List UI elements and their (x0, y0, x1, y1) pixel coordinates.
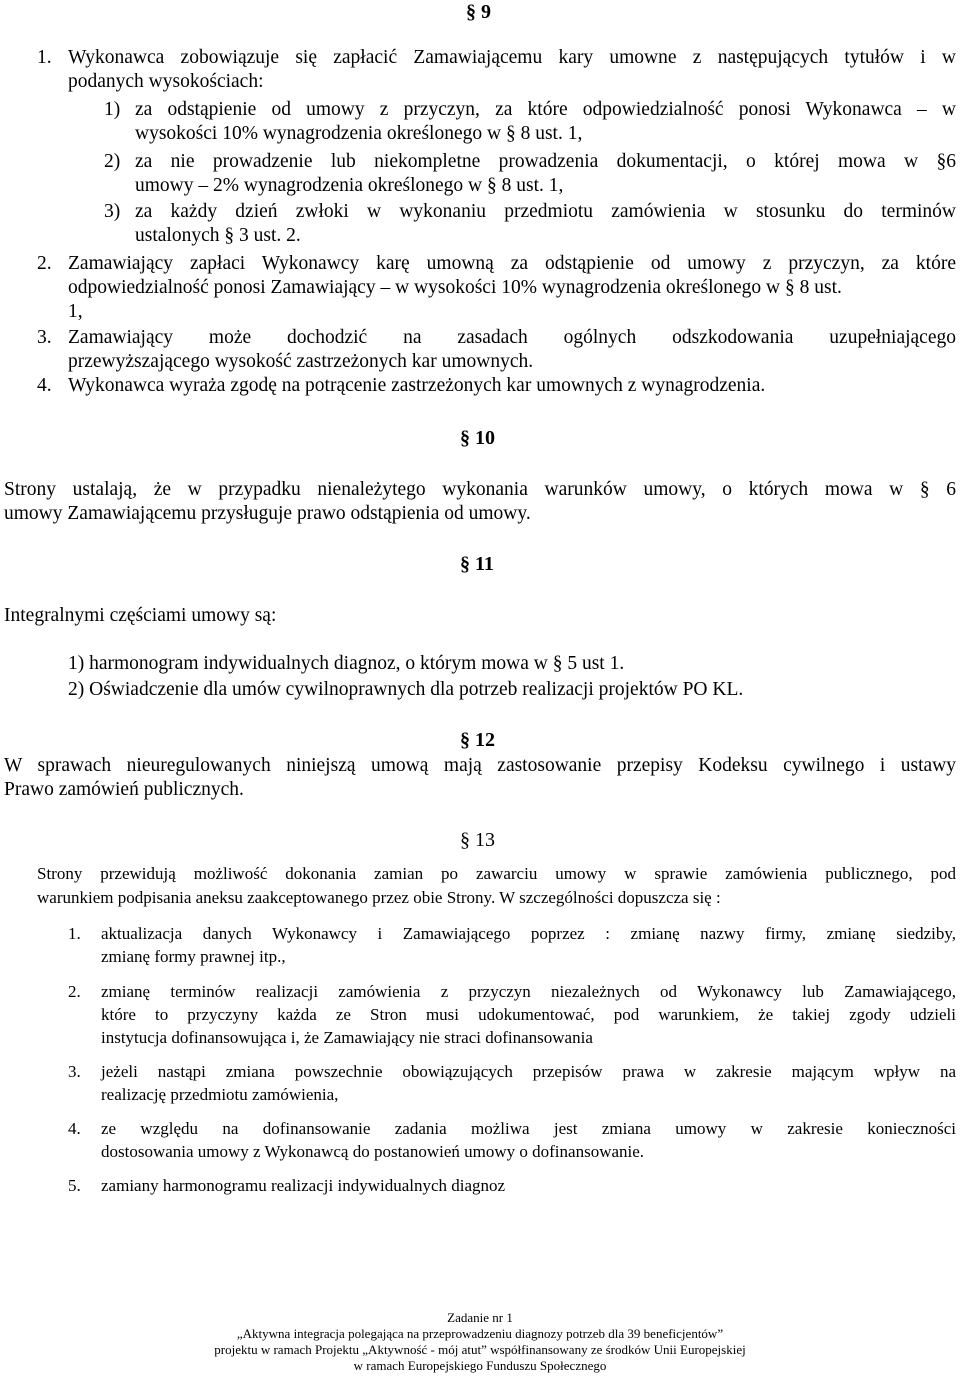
s11-item1: 1) harmonogram indywidualnych diagnoz, o którym mowa w § 5 ust 1. (68, 653, 625, 674)
s13-item3-line1: jeżeli nastąpi zmiana powszechnie obowiązujących przepisów prawa w zakresie mającym wpływ na (101, 1062, 956, 1081)
s13-item2-line1: zmianę terminów realizacji zamówienia z przyczyn niezależnych od Wykonawcy lub Zamawiającego, (101, 982, 956, 1001)
s9-p2-line3: 1, (68, 301, 83, 322)
s9-p3-number: 3. (37, 327, 52, 348)
s10-line1: Strony ustalają, że w przypadku nienależytego wykonania warunków umowy, o których mowa w § 6 (4, 479, 956, 500)
footer-task-number: Zadanie nr 1 (447, 1310, 513, 1325)
s13-item3-number: 3. (68, 1062, 81, 1081)
s11-item2: 2) Oświadczenie dla umów cywilnoprawnych dla potrzeb realizacji projektów PO KL. (68, 679, 744, 700)
section-12-heading: § 12 (460, 729, 495, 751)
section-13-heading: § 13 (460, 829, 495, 851)
s13-item1-line2: zmianę formy prawnej itp., (101, 947, 286, 966)
section-11-heading: § 11 (460, 553, 494, 575)
s13-line2: warunkiem podpisania aneksu zaakceptowanego przez obie Strony. W szczególności dopuszcza się : (37, 888, 721, 907)
s9-p2-line1: Zamawiający zapłaci Wykonawcy karę umowną za odstąpienie od umowy z przyczyn, za które (68, 253, 956, 274)
s9-item2-number: 2) (104, 151, 121, 172)
section-9-heading: § 9 (466, 1, 491, 23)
s13-item2-line3: instytucja dofinansowująca i, że Zamawiający nie straci dofinansowania (101, 1028, 593, 1047)
s13-item1-line1: aktualizacja danych Wykonawcy i Zamawiającego poprzez : zmianę nazwy firmy, zmianę siedziby, (101, 924, 956, 943)
s13-item2-number: 2. (68, 982, 81, 1001)
s13-item5-line1: zamiany harmonogramu realizacji indywidualnych diagnoz (101, 1176, 506, 1195)
s13-item4-line1: ze względu na dofinansowanie zadania możliwa jest zmiana umowy w zakresie konieczności (101, 1119, 956, 1138)
s9-p2-number: 2. (37, 253, 52, 274)
s9-p1-number: 1. (37, 47, 52, 68)
s12-line2: Prawo zamówień publicznych. (4, 779, 244, 800)
s13-item4-line2: dostosowania umowy z Wykonawcą do postanowień umowy o dofinansowanie. (101, 1142, 645, 1161)
s9-p3-line1: Zamawiający może dochodzić na zasadach ogólnych odszkodowania uzupełniającego (68, 327, 956, 348)
s12-line1: W sprawach nieuregulowanych niniejszą umową mają zastosowanie przepisy Kodeksu cywilnego i ustawy (4, 755, 956, 776)
s13-line1: Strony przewidują możliwość dokonania zamian po zawarciu umowy w sprawie zamówienia publicznego, pod (37, 864, 956, 883)
s9-item2-line1: za nie prowadzenie lub niekompletne prowadzenia dokumentacji, o której mowa w §6 (135, 151, 956, 172)
s10-line2: umowy Zamawiającemu przysługuje prawo odstąpienia od umowy. (4, 503, 531, 524)
s9-item1-line1: za odstąpienie od umowy z przyczyn, za które odpowiedzialność ponosi Wykonawca – w (135, 99, 956, 120)
s9-p4-line1: Wykonawca wyraża zgodę na potrącenie zastrzeżonych kar umownych z wynagrodzenia. (68, 375, 766, 396)
footer-fund-line: w ramach Europejskiego Funduszu Społecznego (353, 1358, 607, 1373)
s9-p3-line2: przewyższającego wysokość zastrzeżonych kar umownych. (68, 351, 534, 372)
footer-project-line: projektu w ramach Projektu „Aktywność - mój atut” współfinansowany ze środków Unii Europejskiej (214, 1342, 746, 1357)
s13-item1-number: 1. (68, 924, 81, 943)
s13-item5-number: 5. (68, 1176, 81, 1195)
s13-item3-line2: realizację przedmiotu zamówienia, (101, 1085, 339, 1104)
s13-item2-line2: które to przyczyny każda ze Stron musi udokumentować, pod warunkiem, że takiej zgody udzieli (101, 1005, 956, 1024)
s11-intro: Integralnymi częściami umowy są: (4, 605, 277, 626)
s9-item1-line2: wysokości 10% wynagrodzenia określonego w § 8 ust. 1, (135, 123, 583, 144)
s9-item2-line2: umowy – 2% wynagrodzenia określonego w § 8 ust. 1, (135, 175, 564, 196)
s9-p1-line2: podanych wysokościach: (68, 71, 264, 92)
s9-item3-line1: za każdy dzień zwłoki w wykonaniu przedmiotu zamówienia w stosunku do terminów (135, 201, 956, 222)
section-10-heading: § 10 (460, 427, 495, 449)
s9-p1-line1: Wykonawca zobowiązuje się zapłacić Zamawiającemu kary umowne z następujących tytułów i w (68, 47, 956, 68)
s9-item3-number: 3) (104, 201, 121, 222)
s13-item4-number: 4. (68, 1119, 81, 1138)
s9-item3-line2: ustalonych § 3 ust. 2. (135, 225, 301, 246)
footer-task-title: „Aktywna integracja polegająca na przeprowadzeniu diagnozy potrzeb dla 39 beneficjentów” (236, 1326, 724, 1341)
s9-item1-number: 1) (104, 99, 121, 120)
s9-p2-line2: odpowiedzialność ponosi Zamawiający – w wysokości 10% wynagrodzenia określonego w § 8 ust. (68, 277, 842, 298)
s9-p4-number: 4. (37, 375, 52, 396)
